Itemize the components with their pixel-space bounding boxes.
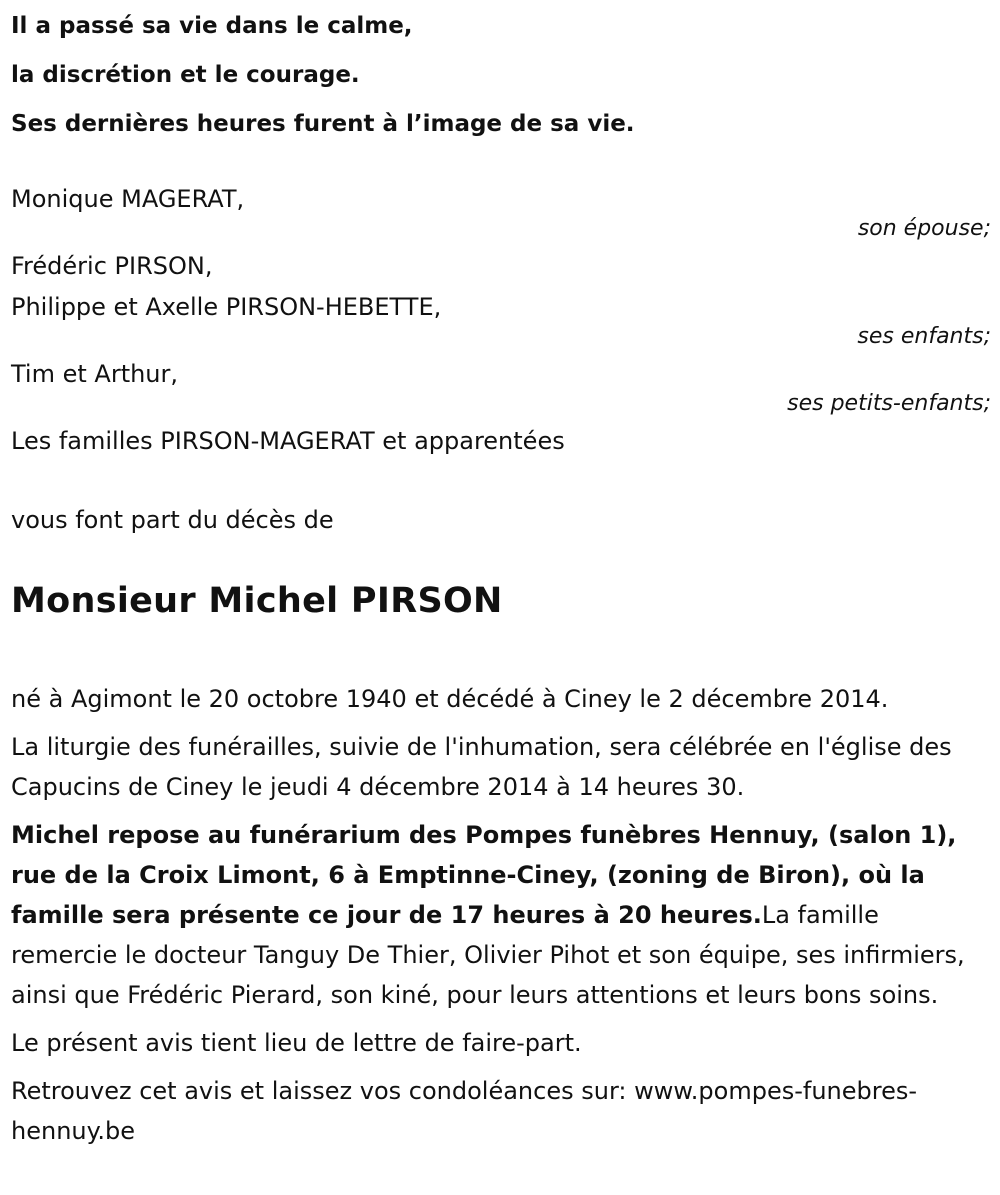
- announcement: vous font part du décès de: [11, 506, 334, 534]
- liturgy-text: La liturgie des funérailles, suivie de l'inhumation, sera célébrée en l'église des Capucins de Ciney le jeudi 4 décembre 2014 à 14 heures 30.: [11, 733, 952, 801]
- family-list: [11, 179, 991, 462]
- birth-death-text: né à Agimont le 20 octobre 1940 et décédé à Ciney le 2 décembre 2014.: [11, 685, 889, 713]
- wake-text: Michel repose au funérarium des Pompes funèbres Hennuy, (salon 1), rue de la Croix Limont, 6 à Emptinne-Ciney, (zoning de Biron), où la famille sera présente ce jour de 17 heures à 20 heures.: [11, 821, 957, 929]
- deceased-name: Monsieur Michel PIRSON: [11, 581, 503, 621]
- children-role: ses enfants;: [857, 324, 991, 349]
- spouse-name: Monique MAGERAT,: [11, 185, 245, 213]
- child-2-name: Philippe et Axelle PIRSON-HEBETTE,: [11, 293, 442, 321]
- thanks-text: La famille remercie le docteur Tanguy De Thier, Olivier Pihot et son équipe, ses infirmiers, ainsi que Frédéric Pierard, son kiné, pour leurs attentions et leurs bons soins.: [11, 901, 965, 1009]
- related-families: Les familles PIRSON-MAGERAT et apparentées: [11, 427, 565, 455]
- grandchildren-names: Tim et Arthur,: [11, 360, 179, 388]
- epigraph-line-3: Ses dernières heures furent à l’image de sa vie.: [11, 111, 635, 137]
- spouse-entry: [11, 179, 991, 240]
- child-1-name: Frédéric PIRSON,: [11, 252, 213, 280]
- epigraph-line-1: Il a passé sa vie dans le calme,: [11, 13, 413, 39]
- notice-text: Le présent avis tient lieu de lettre de faire-part.: [11, 1029, 582, 1057]
- obituary-notice: [11, 0, 991, 1151]
- epigraph: [11, 2, 991, 149]
- wake-and-thanks: [11, 815, 991, 1015]
- grandchildren-role: ses petits-enfants;: [787, 391, 991, 416]
- children-entry: [11, 246, 991, 348]
- spouse-role: son épouse;: [857, 216, 991, 241]
- epigraph-line-2: la discrétion et le courage.: [11, 62, 360, 88]
- grandchildren-entry: [11, 354, 991, 415]
- online-condolences-text: Retrouvez cet avis et laissez vos condoléances sur: www.pompes-funebres-hennuy.be: [11, 1077, 918, 1145]
